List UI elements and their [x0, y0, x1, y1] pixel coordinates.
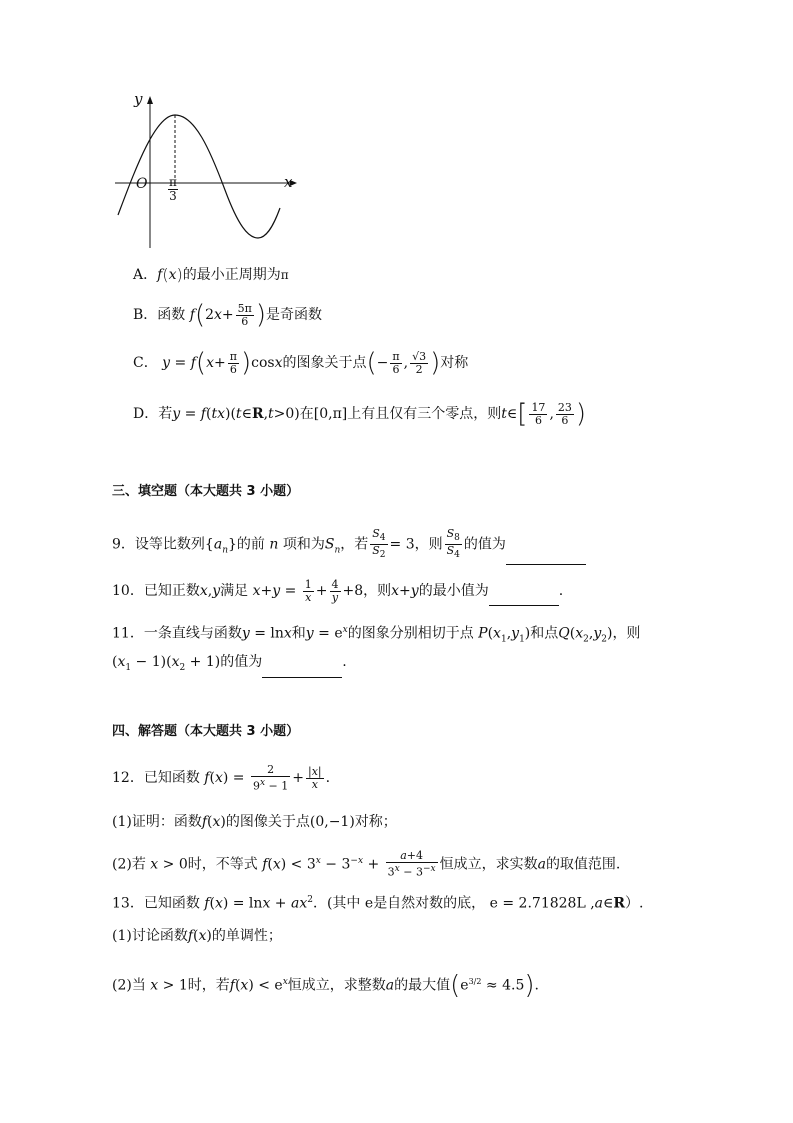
question-12: 12．已知函数 f(x) = $\frac{2}{9^x - 1}$ + $\frac{|x|}{x}$ . [112, 762, 331, 793]
tick-numerator: π [169, 175, 177, 189]
question-12-part-1: (1)证明：函数f(x)的图像关于点(0,−1)对称； [112, 814, 397, 830]
question-11-line-2: $(x_1 - 1)(x_2 + 1)$的值为 . [112, 652, 347, 678]
option-a: A．f(x)的最小正周期为π [133, 265, 289, 284]
question-13-part-1: (1)讨论函数f(x)的单调性； [112, 928, 282, 944]
question-9: 9．设等比数列$\{a_n\}$的前 n 项和为$S_n$，若 $\frac{S_4}{S_2}$ = 3，则 $\frac{S_8}{S_4}$ 的值为 [112, 528, 586, 558]
question-10: 10．已知正数x,y满足 x+y = $\frac{1}{x}$ + $\frac{4}{y}$ +8，则x+y的最小值为 . [112, 576, 563, 606]
question-13: 13．已知函数 $f(x) = \ln x + ax^2$．(其中 e是自然对数的底， e = 2.71828L ,a∈R）. [112, 895, 644, 912]
option-c: C． y = f(x+ $\frac{\pi}{6}$ )cosx的图象关于点(− $\frac{\pi}{6}$ , $\frac{√3}{2}$ )对称 [133, 348, 469, 378]
section-4-title: 四、解答题（本大题共 3 小题） [112, 724, 300, 739]
graph-y-label: y [134, 90, 143, 108]
graph-x-label: x [284, 173, 293, 191]
graph-tick-label [168, 176, 178, 203]
y-axis-arrow [147, 96, 153, 104]
option-b: B．函数 f(2x+ $\frac{5\pi}{6}$ )是奇函数 [133, 300, 323, 330]
question-12-part-2: (2)若 x > 0时，不等式 $f(x) < 3^x - 3^{-x}$ + $\frac{a+4}{3^x - 3^{-x}}$ 恒成立，求实数a的取值范围. [112, 849, 621, 879]
graph-origin-label: O [136, 176, 148, 192]
option-d: D．若y = f(tx)(t∈R,t>0)在[0,π]上有且仅有三个零点，则t∈[ $\frac{17}{6}$ , $\frac{23}{6}$ ) [133, 399, 587, 429]
section-3-title: 三、填空题（本大题共 3 小题） [112, 484, 300, 499]
question-11-line-1: 11．一条直线与函数y = lnx和$y = e^x$的图象分别相切于点 $P(x_1,y_1)$和点$Q(x_2,y_2)$，则 [112, 625, 641, 645]
sine-graph [110, 90, 300, 250]
tick-denominator: 3 [169, 189, 177, 203]
question-13-part-2: (2)当 x > 1时，若$f(x) < e^x$恒成立，求整数a的最大值$(e^{3/2} \approx 4.5)$. [112, 970, 539, 1001]
